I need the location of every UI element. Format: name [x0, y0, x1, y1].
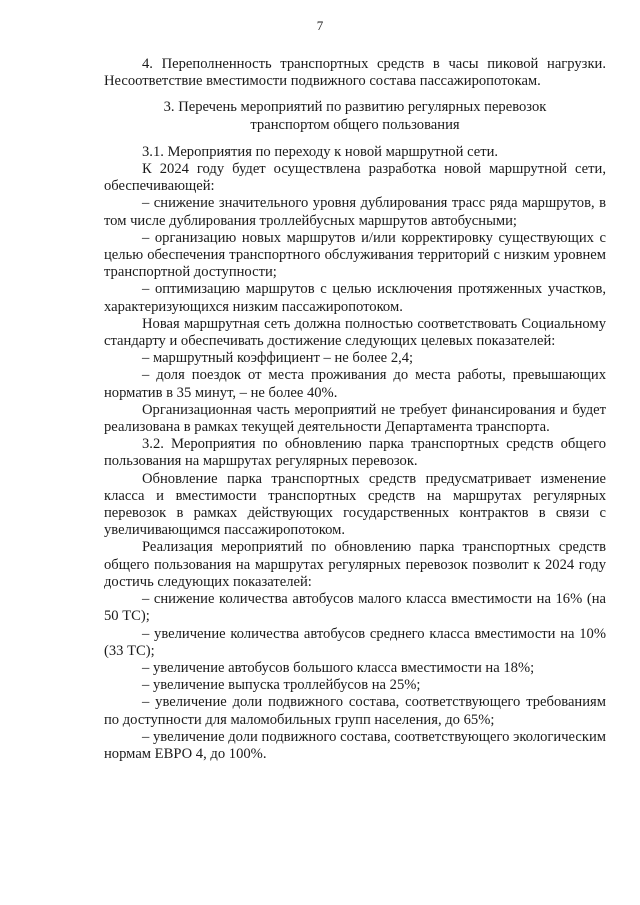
section-3-heading: [104, 99, 606, 133]
target-item: – маршрутный коэффициент – не более 2,4;: [142, 350, 414, 367]
section-3-heading-line-2: транспортом общего пользования: [250, 116, 460, 133]
list-item: – увеличение автобусов большого класса вместимости на 18%;: [142, 659, 535, 676]
list-item: – увеличение доли подвижного состава, соответствующего требованиям по доступности для маломобильных групп населения, до 65%;: [104, 694, 606, 728]
implementation-paragraph: Реализация мероприятий по обновлению парка транспортных средств общего пользования на маршрутах регулярных перевозок позволит к 2024 году достичь следующих показателей:: [104, 539, 606, 590]
list-item: – снижение количества автобусов малого класса вместимости на 16% (на 50 ТС);: [104, 591, 606, 625]
subsection-3-1-title: 3.1. Мероприятия по переходу к новой маршрутной сети.: [142, 143, 499, 160]
list-item: – оптимизацию маршрутов с целью исключения протяженных участков, характеризующихся низким пассажиропотоком.: [104, 281, 606, 315]
fleet-renewal-paragraph: Обновление парка транспортных средств предусматривает изменение класса и вместимости транспортных средств на маршрутах регулярных перевозок в рамках действующих государственных контрактов в связи с увеличивающимся пассажиропотоком.: [104, 470, 606, 539]
list-item: – увеличение выпуска троллейбусов на 25%;: [142, 677, 421, 694]
list-item: – увеличение количества автобусов среднего класса вместимости на 10% (33 ТС);: [104, 625, 606, 659]
page-number: 7: [316, 18, 324, 33]
paragraph-item-4: 4. Переполненность транспортных средств в часы пиковой нагрузки. Несоответствие вместимости подвижного состава пассажиропотокам.: [104, 56, 606, 90]
document-body: [104, 56, 606, 763]
section-3-heading-line-1: 3. Перечень мероприятий по развитию регулярных перевозок: [163, 99, 547, 116]
subsection-3-1-intro: К 2024 году будет осуществлена разработка новой маршрутной сети, обеспечивающей:: [104, 161, 606, 195]
social-standard-paragraph: Новая маршрутная сеть должна полностью соответствовать Социальному стандарту и обеспечивать достижение следующих целевых показателей:: [104, 315, 606, 350]
list-item: – увеличение доли подвижного состава, соответствующего экологическим нормам ЕВРО 4, до 100%.: [104, 728, 606, 762]
target-item: – доля поездок от места проживания до места работы, превышающих норматив в 35 минут, – не более 40%.: [104, 367, 606, 401]
organizational-paragraph: Организационная часть мероприятий не требует финансирования и будет реализована в рамках текущей деятельности Департамента транспорта.: [104, 401, 606, 436]
list-item: – снижение значительного уровня дублирования трасс ряда маршрутов, в том числе дублирования троллейбусных маршрутов автобусными;: [104, 195, 606, 229]
list-item: – организацию новых маршрутов и/или корректировку существующих с целью обеспечения транспортного обслуживания территорий с низким уровнем транспортной доступности;: [104, 229, 606, 281]
subsection-3-2-title: 3.2. Мероприятия по обновлению парка транспортных средств общего пользования на маршрутах регулярных перевозок.: [104, 436, 606, 470]
